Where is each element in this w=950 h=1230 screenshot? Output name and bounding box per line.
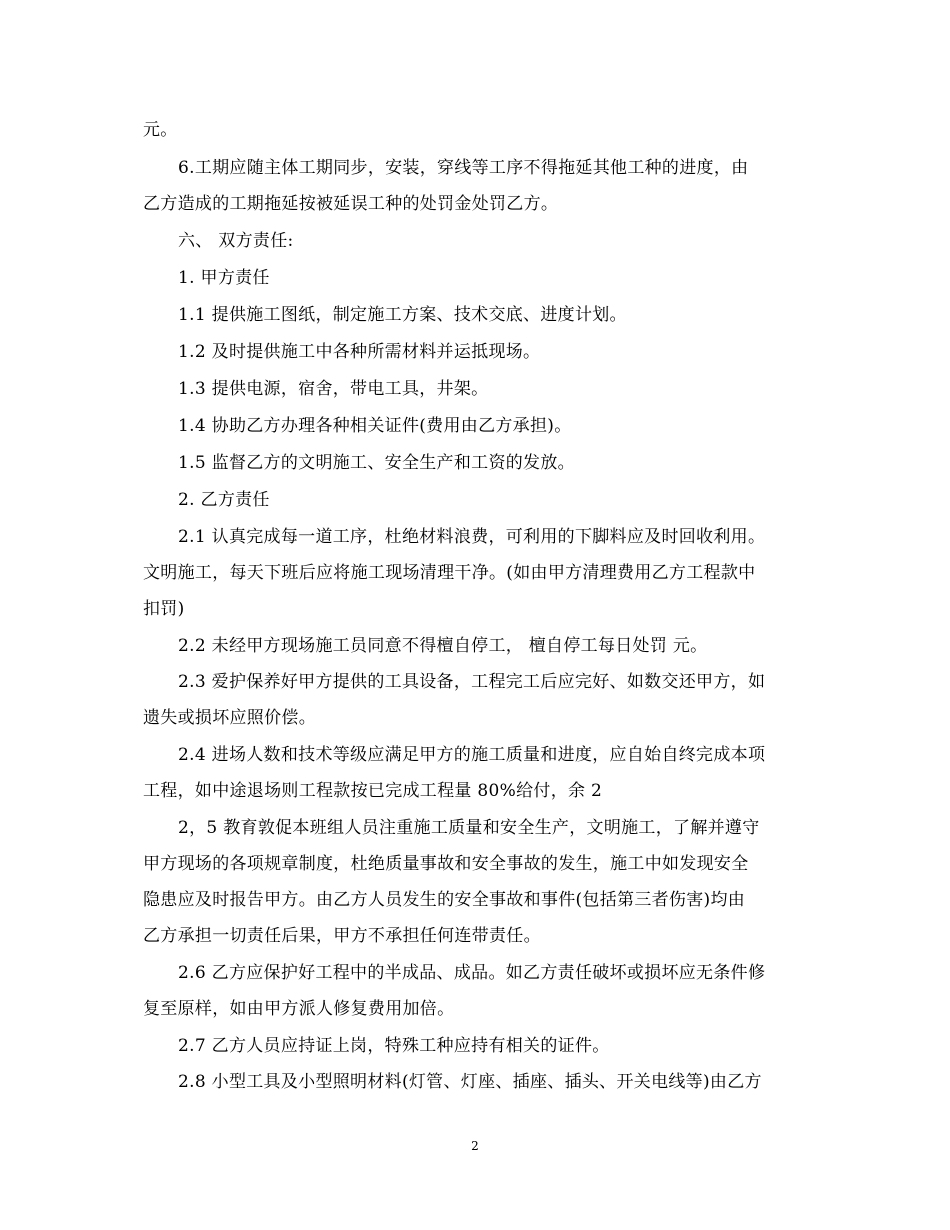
text-line: 隐患应及时报告甲方。由乙方人员发生的安全事故和事件(包括第三者伤害)均由 (143, 890, 746, 910)
text-line: 乙方承担一切责任后果，甲方不承担任何连带责任。 (143, 926, 541, 946)
text-line: 2. 乙方责任 (178, 490, 270, 510)
text-line: 1. 甲方责任 (178, 268, 270, 288)
text-line: 复至原样，如由甲方派人修复费用加倍。 (143, 999, 455, 1019)
text-line: 2.6 乙方应保护好工程中的半成品、成品。如乙方责任破坏或损坏应无条件修 (178, 963, 766, 983)
text-line: 元。 (143, 120, 178, 140)
text-line: 2.1 认真完成每一道工序，杜绝材料浪费，可利用的下脚料应及时回收利用。 (178, 527, 766, 547)
text-line: 工程，如中途退场则工程款按已完成工程量 80%给付，余 2 (143, 781, 603, 801)
text-line: 1.4 协助乙方办理各种相关证件(费用由乙方承担)。 (178, 416, 572, 436)
text-line: 1.1 提供施工图纸，制定施工方案、技术交底、进度计划。 (178, 305, 627, 325)
text-line: 文明施工，每天下班后应将施工现场清理干净。(如由甲方清理费用乙方工程款中 (143, 563, 756, 583)
text-line: 2.8 小型工具及小型照明材料(灯管、灯座、插座、插头、开关电线等)由乙方 (178, 1072, 762, 1092)
text-line: 扣罚) (143, 599, 185, 619)
text-line: 2，5 教育敦促本班组人员注重施工质量和安全生产，文明施工，了解并遵守 (178, 818, 760, 838)
text-line: 2.2 未经甲方现场施工员同意不得檀自停工， 檀自停工每日处罚 元。 (178, 636, 708, 656)
text-line: 2.3 爱护保养好甲方提供的工具设备，工程完工后应完好、如数交还甲方，如 (178, 672, 766, 692)
text-line: 1.2 及时提供施工中各种所需材料并运抵现场。 (178, 342, 541, 362)
page-number: 2 (471, 1139, 479, 1153)
text-line: 2.4 进场人数和技术等级应满足甲方的施工质量和进度，应自始自终完成本项 (178, 745, 766, 765)
text-line: 1.5 监督乙方的文明施工、安全生产和工资的发放。 (178, 453, 575, 473)
text-line: 六、 双方责任: (178, 231, 294, 251)
text-line: 乙方造成的工期拖延按被延误工种的处罚金处罚乙方。 (143, 194, 559, 214)
text-line: 甲方现场的各项规章制度，杜绝质量事故和安全事故的发生，施工中如发现安全 (143, 854, 749, 874)
text-line: 遗失或损坏应照价偿。 (143, 708, 316, 728)
text-line: 1.3 提供电源，宿舍，带电工具，井架。 (178, 379, 489, 399)
text-line: 6.工期应随主体工期同步，安装，穿线等工序不得拖延其他工种的进度，由 (178, 158, 749, 178)
text-line: 2.7 乙方人员应持证上岗，特殊工种应持有相关的证件。 (178, 1036, 610, 1056)
